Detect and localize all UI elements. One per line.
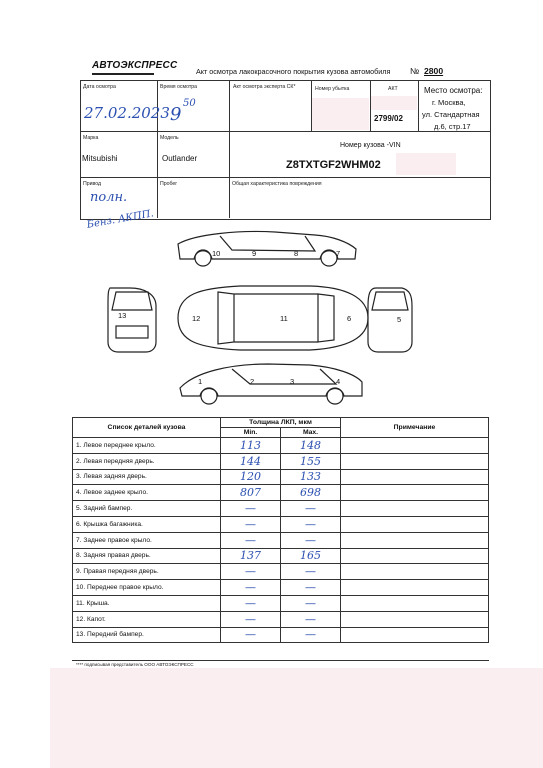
number-label: № xyxy=(410,66,420,76)
table-header-row xyxy=(73,418,489,428)
place-value-line2: ул. Стандартная xyxy=(422,110,480,119)
part-name: 13. Передний бампер. xyxy=(73,627,221,643)
date-value: 27.02.2023 xyxy=(84,104,170,122)
zone-label: 5 xyxy=(397,315,402,324)
col-max-header: Max. xyxy=(281,428,341,438)
part-name: 6. Крышка багажника. xyxy=(73,516,221,532)
table-row xyxy=(73,564,489,580)
max-value: 165 xyxy=(281,548,341,564)
redacted-footer-area xyxy=(50,668,543,768)
max-value: — xyxy=(281,532,341,548)
col-divider xyxy=(229,80,230,131)
max-value: — xyxy=(281,595,341,611)
note-cell xyxy=(341,564,489,580)
brand-value: Mitsubishi xyxy=(82,154,118,163)
min-value: — xyxy=(221,611,281,627)
table-row xyxy=(73,438,489,454)
car-body-diagram xyxy=(100,222,420,414)
min-value: — xyxy=(221,532,281,548)
footer-divider xyxy=(72,660,489,661)
min-value: — xyxy=(221,627,281,643)
model-label: Модель xyxy=(160,135,179,141)
part-name: 11. Крыша. xyxy=(73,595,221,611)
table-row xyxy=(73,501,489,517)
time-minutes: 50 xyxy=(183,98,196,109)
zone-label: 12 xyxy=(192,314,201,323)
note-cell xyxy=(341,627,489,643)
col-thickness-header: Толщина ЛКП, мкм xyxy=(221,418,341,428)
model-value: Outlander xyxy=(162,154,198,163)
paint-thickness-table xyxy=(72,417,489,643)
fuel-transmission-note: Бенз. АКПП. xyxy=(86,208,155,231)
time-value: 9 xyxy=(170,104,182,125)
table-row xyxy=(73,485,489,501)
vin-label: Номер кузова -VIN xyxy=(340,142,401,149)
zone-label: 9 xyxy=(252,249,257,258)
col-divider xyxy=(229,131,230,218)
table-row xyxy=(73,595,489,611)
zone-label: 4 xyxy=(336,377,341,386)
redacted-area xyxy=(312,98,369,130)
redacted-area xyxy=(371,96,417,110)
document-number: 2800 xyxy=(424,66,444,76)
place-label: Место осмотра: xyxy=(424,86,483,95)
part-name: 8. Задняя правая дверь. xyxy=(73,548,221,564)
table-row xyxy=(73,469,489,485)
col-min-header: Min. xyxy=(221,428,281,438)
part-name: 4. Левое заднее крыло. xyxy=(73,485,221,501)
part-name: 2. Левая передняя дверь. xyxy=(73,453,221,469)
row-divider xyxy=(80,177,490,178)
header-form xyxy=(80,80,491,220)
max-value: — xyxy=(281,580,341,596)
zone-label: 7 xyxy=(336,249,341,258)
col-divider xyxy=(157,80,158,218)
vin-value: Z8TXTGF2WHM02 xyxy=(286,159,381,171)
zone-label: 11 xyxy=(280,314,288,323)
table-row xyxy=(73,532,489,548)
max-value: — xyxy=(281,516,341,532)
max-value: — xyxy=(281,564,341,580)
zone-label: 1 xyxy=(198,377,203,386)
note-cell xyxy=(341,580,489,596)
note-cell xyxy=(341,485,489,501)
time-label: Время осмотра xyxy=(160,84,198,90)
note-cell xyxy=(341,469,489,485)
place-value-line1: г. Москва, xyxy=(432,98,466,107)
note-cell xyxy=(341,438,489,454)
act-value: 2799/02 xyxy=(374,114,403,123)
max-value: — xyxy=(281,501,341,517)
place-value-line3: д.6, стр.17 xyxy=(434,122,471,131)
expert-label: Акт осмотра эксперта СК* xyxy=(233,84,296,90)
min-value: — xyxy=(221,564,281,580)
col-note-header: Примечание xyxy=(341,418,489,438)
car-top-view xyxy=(178,286,368,350)
min-value: 137 xyxy=(221,548,281,564)
min-value: 113 xyxy=(221,438,281,454)
min-value: — xyxy=(221,501,281,517)
note-cell xyxy=(341,548,489,564)
max-value: 698 xyxy=(281,485,341,501)
part-name: 7. Заднее правое крыло. xyxy=(73,532,221,548)
footer-text: **** подписывая представитель ООО АВТОЭКСПРЕСС xyxy=(76,662,194,667)
car-right-side-view xyxy=(178,232,356,260)
note-cell xyxy=(341,532,489,548)
date-label: Дата осмотра xyxy=(83,84,116,90)
redacted-area xyxy=(396,153,456,175)
note-cell xyxy=(341,453,489,469)
table-row xyxy=(73,453,489,469)
table-row xyxy=(73,516,489,532)
zone-label: 10 xyxy=(212,249,221,258)
col-parts-header: Список деталей кузова xyxy=(73,418,221,438)
min-value: — xyxy=(221,580,281,596)
part-name: 1. Левое переднее крыло. xyxy=(73,438,221,454)
zone-label: 8 xyxy=(294,249,299,258)
act-label: АКТ xyxy=(388,86,398,92)
brand-label: Марка xyxy=(83,135,99,141)
max-value: 133 xyxy=(281,469,341,485)
table-row xyxy=(73,548,489,564)
note-cell xyxy=(341,501,489,517)
part-name: 3. Левая задняя дверь. xyxy=(73,469,221,485)
max-value: 148 xyxy=(281,438,341,454)
row-divider xyxy=(80,131,490,132)
min-value: — xyxy=(221,595,281,611)
table-row xyxy=(73,627,489,643)
mileage-label: Пробег xyxy=(160,181,178,187)
table-row xyxy=(73,580,489,596)
zone-label: 6 xyxy=(347,314,352,323)
part-name: 9. Правая передняя дверь. xyxy=(73,564,221,580)
damage-label: Общая характеристика повреждения xyxy=(232,181,322,187)
drive-label: Привод xyxy=(83,181,102,187)
min-value: 120 xyxy=(221,469,281,485)
loss-label: Номер убытка xyxy=(315,86,350,92)
part-name: 12. Капот. xyxy=(73,611,221,627)
drive-value: полн. xyxy=(90,190,128,205)
min-value: 144 xyxy=(221,453,281,469)
table-row xyxy=(73,611,489,627)
document-title: Акт осмотра лакокрасочного покрытия кузова автомобиля xyxy=(196,67,391,76)
note-cell xyxy=(341,516,489,532)
col-divider xyxy=(418,80,419,131)
company-logo: АВТОЭКСПРЕСС xyxy=(92,60,178,71)
zone-label: 13 xyxy=(118,311,127,320)
car-left-side-view xyxy=(180,364,362,396)
zone-label: 2 xyxy=(250,377,255,386)
min-value: — xyxy=(221,516,281,532)
note-cell xyxy=(341,611,489,627)
max-value: — xyxy=(281,611,341,627)
max-value: — xyxy=(281,627,341,643)
note-cell xyxy=(341,595,489,611)
min-value: 807 xyxy=(221,485,281,501)
part-name: 5. Задний бампер. xyxy=(73,501,221,517)
zone-label: 3 xyxy=(290,377,295,386)
part-name: 10. Переднее правое крыло. xyxy=(73,580,221,596)
max-value: 155 xyxy=(281,453,341,469)
logo-underline xyxy=(92,73,154,75)
